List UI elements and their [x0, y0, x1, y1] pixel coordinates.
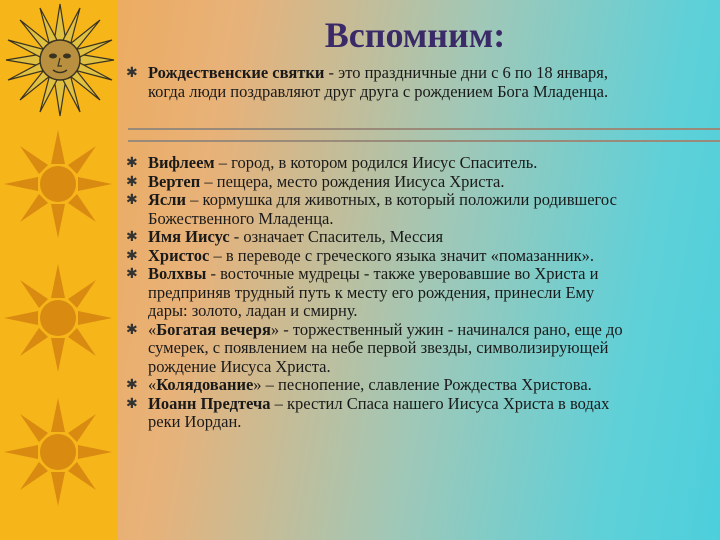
- quote-open: «: [148, 375, 157, 394]
- sun-decor-icon: [2, 128, 114, 240]
- definition: – в переводе с греческого языка значит «помазанник».: [209, 245, 594, 265]
- term: Рождественские святки: [148, 63, 325, 82]
- quote-close: »: [270, 319, 280, 339]
- quote-close: »: [253, 375, 262, 394]
- sun-decor-icon: [2, 262, 114, 374]
- definition: - означает Спаситель, Мессия: [229, 227, 444, 246]
- divider: [128, 128, 720, 142]
- bullet-icon: ✱: [126, 229, 138, 245]
- term: Богатая вечеря: [156, 319, 271, 339]
- definition: – город, в котором родился Иисус Спаситель.: [214, 153, 538, 172]
- term: Ясли: [148, 190, 187, 209]
- term: Имя Иисус: [148, 227, 230, 246]
- definition: – кормушка для животных, в который положили родившегос: [186, 190, 617, 209]
- list-item: [126, 376, 720, 395]
- definition-line: сумерек, с появлением на небе первой звезды, символизирующей: [148, 338, 609, 357]
- bullet-icon: ✱: [126, 321, 138, 338]
- term: Вертеп: [148, 171, 201, 191]
- definition-line: дары: золото, ладан и смирну.: [148, 301, 358, 320]
- definition: – песнопение, славление Рождества Христова.: [261, 375, 592, 394]
- bullet-icon: ✱: [126, 377, 138, 393]
- definition: - торжественный ужин - начинался рано, еще до: [279, 319, 623, 339]
- list-item: [126, 154, 720, 173]
- list-item: [126, 64, 720, 101]
- term: Волхвы: [148, 264, 211, 283]
- bullet-icon: ✱: [126, 65, 138, 81]
- sun-decor-icon: [2, 396, 114, 508]
- sun-face-icon: [4, 2, 116, 120]
- definition-line: реки Иордан.: [148, 412, 242, 431]
- bullet-icon: ✱: [126, 266, 138, 282]
- list-item: [126, 395, 720, 432]
- bullet-icon: ✱: [126, 247, 138, 264]
- intro-list: [126, 64, 720, 101]
- list-item: [126, 228, 720, 247]
- list-item: [126, 191, 720, 228]
- term: Иоанн Предтеча: [148, 393, 271, 413]
- term: Христос: [148, 245, 210, 265]
- definition: - это праздничные дни с 6 по 18 января,: [324, 63, 609, 82]
- term: Колядование: [156, 375, 254, 394]
- list-item: [126, 247, 720, 266]
- list-item: [126, 321, 720, 377]
- definition: – пещера, место рождения Иисуса Христа.: [200, 171, 505, 191]
- definition-line: когда люди поздравляют друг друга с рождением Бога Младенца.: [148, 81, 609, 101]
- bullet-icon: ✱: [126, 173, 138, 190]
- definition: - восточные мудрецы - также уверовавшие во Христа и: [210, 264, 599, 283]
- terms-list: [126, 154, 720, 432]
- definition-line: предприняв трудный путь к месту его рождения, принесли Ему: [148, 282, 595, 302]
- definition-line: Божественного Младенца.: [148, 208, 334, 228]
- quote-open: «: [148, 319, 157, 339]
- bullet-icon: ✱: [126, 395, 138, 412]
- definition: – крестил Спаса нашего Иисуса Христа в водах: [270, 393, 610, 413]
- bullet-icon: ✱: [126, 155, 138, 171]
- list-item: [126, 173, 720, 192]
- term: Вифлеем: [148, 153, 215, 172]
- list-item: [126, 265, 720, 321]
- slide-title: Вспомним:: [324, 15, 506, 55]
- bullet-icon: ✱: [126, 192, 138, 208]
- definition-line: рождение Иисуса Христа.: [148, 356, 331, 376]
